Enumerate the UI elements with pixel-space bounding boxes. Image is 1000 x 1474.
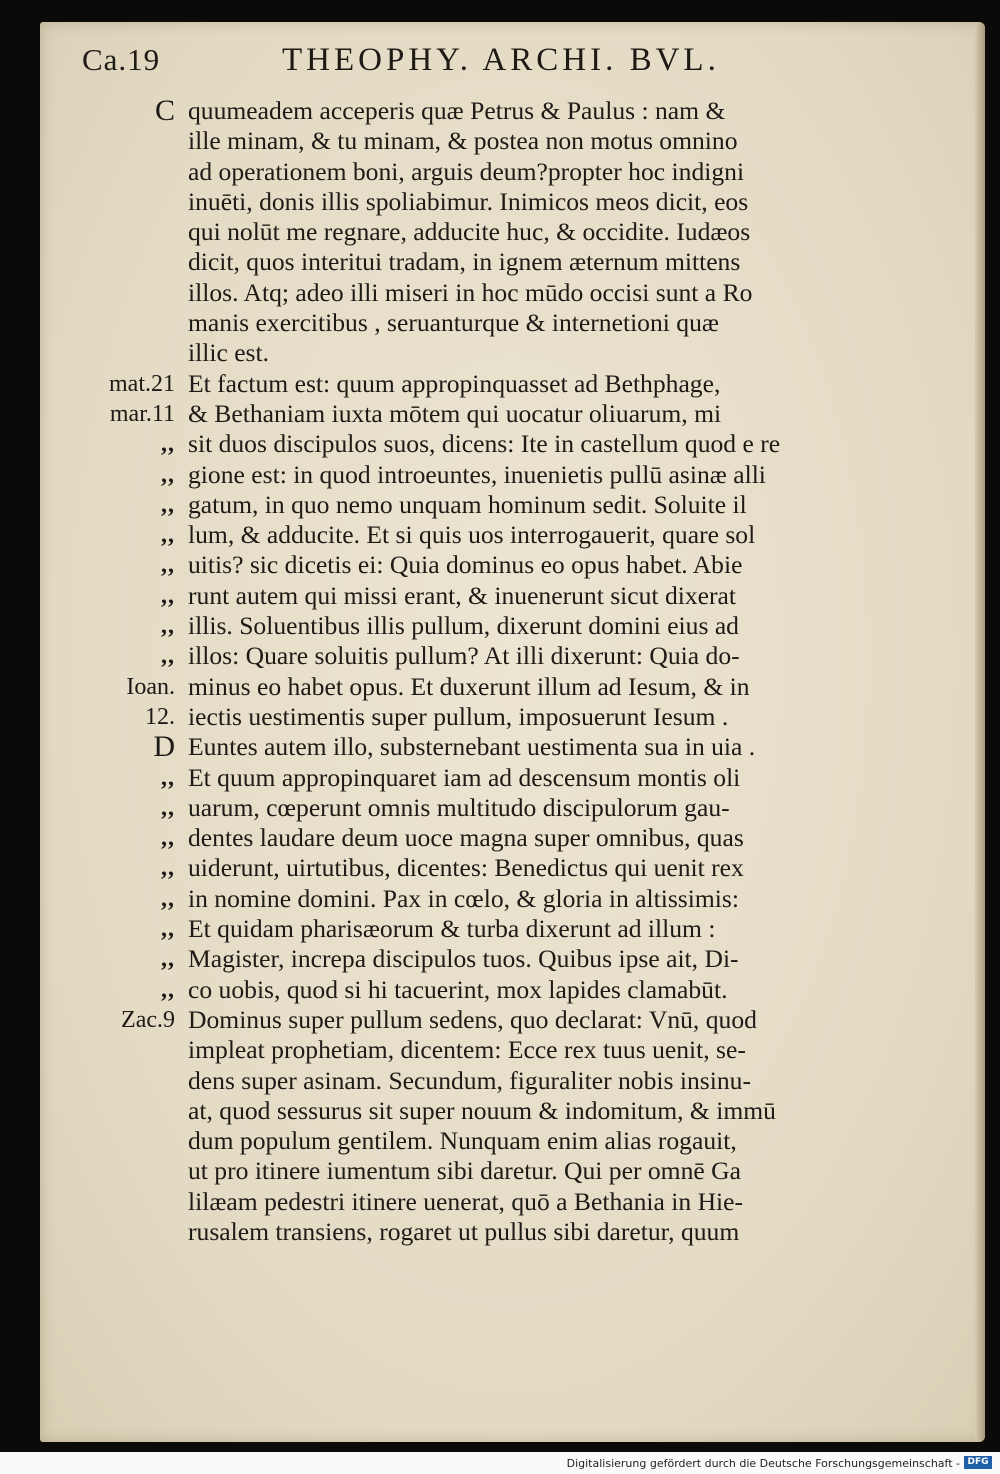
dfg-logo: DFG: [964, 1456, 992, 1469]
margin-note: Ioan.: [126, 673, 175, 700]
margin-note: ,,: [161, 431, 175, 458]
chapter-mark: Ca.19: [82, 42, 161, 77]
text-line: inuēti, donis illis spoliabimur. Inimicos meos dicit, eos: [188, 186, 749, 216]
text-line: impleat prophetiam, dicentem: Ecce rex tuus uenit, se-: [188, 1035, 746, 1065]
text-line: illis. Soluentibus illis pullum, dixerunt domini eius ad: [188, 611, 739, 641]
text-line: lilæam pedestri itinere uenerat, quō a Bethania in Hie-: [188, 1186, 744, 1216]
margin-note: [83, 308, 183, 338]
margin-note: 12.: [145, 703, 175, 730]
text-line: ad operationem boni, arguis deum?propter hoc indigni: [188, 156, 745, 186]
body-text: [188, 96, 888, 1247]
text-line: qui nolūt me regnare, adducite huc, & occidite. Iudæos: [188, 217, 751, 247]
margin-note: ,,: [161, 825, 175, 852]
text-line: iectis uestimentis super pullum, imposuerunt Iesum .: [188, 701, 729, 731]
margin-note: [83, 187, 183, 217]
text-line: Dominus super pullum sedens, quo declarat: Vnū, quod: [188, 1004, 757, 1034]
margin-note: [83, 157, 183, 187]
text-line: ille minam, & tu minam, & postea non motus omnino: [188, 126, 738, 156]
margin-note: mat.21: [109, 370, 175, 397]
text-line: Et quidam pharisæorum & turba dixerunt ad illum :: [188, 914, 716, 944]
text-line: co uobis, quod si hi tacuerint, mox lapides clamabūt.: [188, 974, 728, 1004]
margin-note: D: [153, 730, 175, 764]
margin-note: [83, 1217, 183, 1247]
margin-note: ,,: [161, 461, 175, 488]
margin-note: [83, 1066, 183, 1096]
text-line: minus eo habet opus. Et duxerunt illum ad Iesum, & in: [188, 671, 750, 701]
page-edge: [975, 22, 985, 1442]
text-line: dens super asinam. Secundum, figuraliter nobis insinu-: [188, 1065, 751, 1095]
margin-note: ,,: [161, 855, 175, 882]
margin-note: Zac.9: [121, 1006, 175, 1033]
text-line: gatum, in quo nemo unquam hominum sedit. Soluite il: [188, 489, 747, 519]
running-head-title: THEOPHY. ARCHI. BVL.: [282, 42, 720, 78]
margin-note: ,,: [161, 552, 175, 579]
text-line: runt autem qui missi erant, & inuenerunt sicut dixerat: [188, 580, 737, 610]
text-line: dicit, quos interitui tradam, in ignem æternum mittens: [188, 247, 741, 277]
margin-note: C: [154, 94, 175, 127]
text-line: manis exercitibus , seruanturque & internetioni quæ: [188, 308, 719, 338]
margin-note: mar.11: [109, 400, 175, 427]
margin-note: ,,: [161, 643, 175, 670]
margin-note: ,,: [161, 491, 175, 518]
margin-note: [83, 247, 183, 277]
text-line: dum populum gentilem. Nunquam enim alias rogauit,: [188, 1126, 737, 1156]
margin-note: [83, 1096, 183, 1126]
text-line: uarum, cœperunt omnis multitudo discipulorum gau-: [188, 792, 730, 822]
margin-note: ,,: [161, 522, 175, 549]
margin-note: [83, 217, 183, 247]
text-line: gione est: in quod introeuntes, inuenietis pullū asinæ alli: [188, 459, 766, 489]
margin-note: ,,: [161, 916, 175, 943]
text-line: quumeadem acceperis quæ Petrus & Paulus : nam &: [188, 96, 726, 125]
funding-note: Digitalisierung gefördert durch die Deutsche Forschungsgemeinschaft -: [566, 1457, 960, 1470]
margin-note: ,,: [161, 885, 175, 912]
text-line: in nomine domini. Pax in cœlo, & gloria in altissimis:: [188, 883, 739, 913]
margin-note: ,,: [161, 764, 175, 791]
margin-note: ,,: [161, 582, 175, 609]
margin-note: [83, 126, 183, 156]
text-line: lum, & adducite. Et si quis uos interrogauerit, quare sol: [188, 520, 756, 550]
margin-note: [83, 1187, 183, 1217]
text-line: at, quod sessurus sit super nouum & indomitum, & immū: [188, 1095, 776, 1125]
margin-note: [83, 278, 183, 308]
text-line: & Bethaniam iuxta mōtem qui uocatur oliuarum, mi: [188, 398, 722, 428]
text-line: Magister, increpa discipulos tuos. Quibus ipse ait, Di-: [188, 944, 739, 974]
margin-note: [83, 1126, 183, 1156]
text-line: rusalem transiens, rogaret ut pullus sibi daretur, quum: [188, 1216, 740, 1246]
text-line: uiderunt, uirtutibus, dicentes: Benedictus qui uenit rex: [188, 853, 744, 883]
text-line: Et factum est: quum appropinquasset ad Bethphage,: [188, 368, 721, 398]
margin-note: ,,: [161, 613, 175, 640]
margin-note: [83, 338, 183, 368]
margin-note: ,,: [161, 976, 175, 1003]
text-line: uitis? sic dicetis ei: Quia dominus eo opus habet. Abie: [188, 550, 743, 580]
text-line: illic est.: [188, 338, 270, 368]
margin-note: [83, 1156, 183, 1186]
text-line: illos. Atq; adeo illi miseri in hoc mūdo occisi sunt a Ro: [188, 277, 753, 307]
text-line: dentes laudare deum uoce magna super omnibus, quas: [188, 823, 744, 853]
text-line: illos: Quare soluitis pullum? At illi dixerunt: Quia do-: [188, 641, 740, 671]
margin-notes: [83, 96, 183, 1247]
margin-note: ,,: [161, 794, 175, 821]
text-line: sit duos discipulos suos, dicens: Ite in castellum quod e re: [188, 429, 781, 459]
text-line: ut pro itinere iumentum sibi daretur. Qui per omnē Ga: [188, 1156, 741, 1186]
margin-note: ,,: [161, 946, 175, 973]
margin-note: [83, 1035, 183, 1065]
text-line: Et quum appropinquaret iam ad descensum montis oli: [188, 762, 741, 792]
text-line: Euntes autem illo, substernebant uestimenta sua in uia .: [188, 732, 756, 762]
